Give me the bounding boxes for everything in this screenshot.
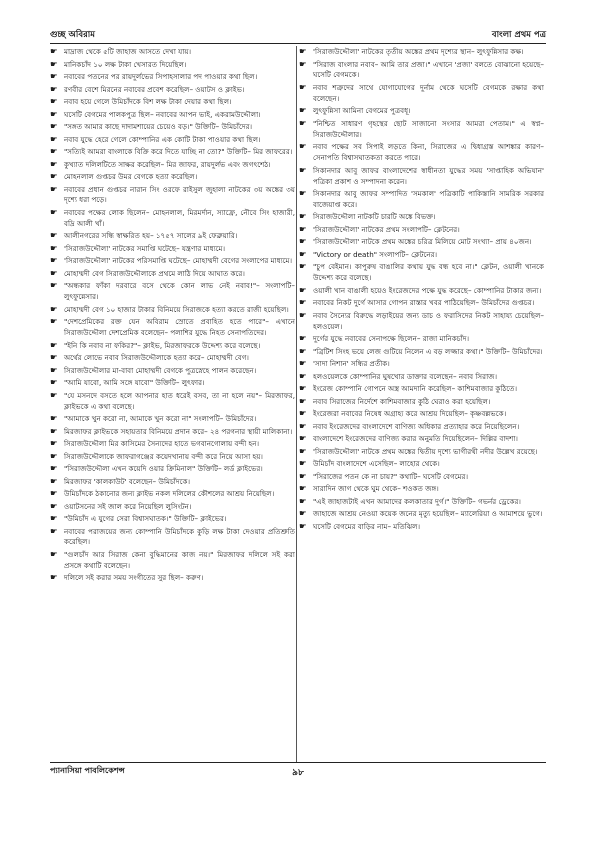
list-item-text: নবাবের পরাজয়ের জন্য কোম্পানি উমিচাঁদকে কুড়ি লক্ষ টাকা দেওয়ার প্রতিশ্রুতি করেছিল। <box>64 526 295 547</box>
list-item-text: ওয়ালী খান বাঙালী হয়েও ইংরেজদের পক্ষে যুদ্ধ করেছে– কোম্পানির টাকার জন্য। <box>313 285 542 295</box>
right-column <box>299 47 547 760</box>
pointing-hand-icon: ☛ <box>50 207 58 218</box>
pointing-hand-icon: ☛ <box>50 172 58 182</box>
list-item <box>299 47 547 60</box>
list-item-text: "সিরাজউদ্দৌলা এখন কয়েদি ওয়ার ক্রিমিনাল" উক্তিটি– লর্ড ক্লাইভের। <box>64 464 263 474</box>
list-item <box>299 372 547 385</box>
list-item-text: "এই জাহাজটাই এখন আমাদের কলকাতার দুর্গ।" উক্তিটি– গভর্নর ড্রেকের। <box>313 496 521 506</box>
list-item-text: নবাবের নিকট দুর্গে আসার গোপন রাস্তার খবর পাঠিয়েছিল– উমিচাঁদের গুপ্তচর। <box>313 298 535 308</box>
page-header <box>50 26 546 42</box>
list-item-text: নবাব ইংরেজদের বাংলাদেশে বাণিজ্য অধিকার প্রত্যাহার করে নিয়েছিলেন। <box>313 421 520 431</box>
pointing-hand-icon: ☛ <box>299 224 307 235</box>
list-item-text: সিরাজউদ্দৌলার মা-বাবা মোহাম্মদী বেগকে পুত্রস্নেহে পালন করেছেন। <box>64 365 257 375</box>
publisher-name: প্যানাসিয়া পাবলিকেশন্স <box>50 766 125 775</box>
list-item-text: ইংরেজরা নবাবের নিষেধ অগ্রাহ্য করে আশ্রয় দিয়েছিল– কৃষ্ণবল্লভকে। <box>313 409 507 419</box>
pointing-hand-icon: ☛ <box>50 353 58 364</box>
list-item <box>299 166 547 189</box>
list-item <box>299 106 547 119</box>
pointing-hand-icon: ☛ <box>50 231 58 242</box>
list-item-text: আলীনগরের সন্ধি স্বাক্ষরিত হয়– ১৭৫৭ সালের ৯ই ফেব্রুয়ারি। <box>64 231 238 241</box>
list-item-text: অর্থের লোভে নবাব সিরাজউদ্দৌলাকে হত্যা করে– মোহাম্মদী বেগ। <box>64 353 249 363</box>
pointing-hand-icon: ☛ <box>50 256 58 267</box>
list-item-text: মানিকচাঁদ ১০ লক্ষ টাকা খেসারত দিয়েছিল। <box>64 59 187 69</box>
pointing-hand-icon: ☛ <box>299 371 307 382</box>
pointing-hand-icon: ☛ <box>299 262 307 273</box>
list-item-text: কুখ্যাত দলিলটিতে সাক্ষর করেছিল– মির জাফর, রায়দুর্লভ এবং জগৎশেঠ। <box>64 159 271 169</box>
list-item-text: লুৎফুন্নিসা আমিনা বেগমের পুত্রবধূ। <box>313 106 411 116</box>
list-item-text: "সিরাজের পতন কে না চায়?" কথাটি– ঘসেটি বেগমের। <box>313 471 469 481</box>
pointing-hand-icon: ☛ <box>50 526 58 537</box>
pointing-hand-icon: ☛ <box>299 82 307 93</box>
list-item <box>50 172 298 185</box>
list-item-text: "ইনি কি নবাব না ফকির?"– ক্লাইভ, মিরজাফরকে উদ্দেশ্য করে বলেছে। <box>64 340 261 350</box>
pointing-hand-icon: ☛ <box>299 310 307 321</box>
list-item-text: "ব্রিটিশ সিংহ ভয়ে লেজ গুটিয়ে নিলেন এ বড় লজ্জার কথা।" উক্তিটি– উমিচাঁদের। <box>313 346 543 356</box>
list-item <box>50 317 298 340</box>
pointing-hand-icon: ☛ <box>299 334 307 345</box>
list-item-text: সিরাজউদ্দৌলা মির কাসিমের সৈন্যদের হাতে ভগবানগোলায় বন্দী হন। <box>64 439 260 449</box>
list-item <box>299 237 547 250</box>
header-rule <box>50 43 546 44</box>
list-item <box>299 250 547 263</box>
list-item <box>50 464 298 477</box>
list-item-text: মিরজাফর 'কালকাউট' বলেছেন– উমিচাঁদকে। <box>64 476 191 486</box>
list-item <box>299 472 547 485</box>
list-item <box>50 110 298 123</box>
list-item-text: দলিলে সই করার সময় সংগীতের সুর ছিল– করুণ। <box>64 573 204 583</box>
list-item <box>50 256 298 269</box>
list-item-text: সিরাজউদ্দৌলাকে জাফরাগঞ্জের কয়েদখানায় বন্দী করে নিয়ে আসা হয়। <box>64 451 263 461</box>
list-item-text: সিকানদার আবু জাফর বাংলাদেশের স্বাধীনতা যুদ্ধের সময় 'সাপ্তাহিক অভিযান' পত্রিকা প্রকাশ ও সম্পাদনা করেন। <box>313 165 544 186</box>
pointing-hand-icon: ☛ <box>299 509 307 520</box>
pointing-hand-icon: ☛ <box>299 446 307 457</box>
list-item-text: "উমিচাঁদ এ যুগের সেরা বিশ্বাসঘাতক।" উক্তিটি– ক্লাইভের। <box>64 514 227 524</box>
header-right-title: বাংলা প্রথম পত্র <box>491 30 546 40</box>
list-item <box>299 225 547 238</box>
list-item <box>50 353 298 366</box>
pointing-hand-icon: ☛ <box>50 134 58 145</box>
pointing-hand-icon: ☛ <box>299 285 307 296</box>
pointing-hand-icon: ☛ <box>50 489 58 500</box>
list-item-text: 'সিরাজউদ্দৌলা' নাটকে প্রথম অঙ্কের চরিত্র মিলিয়ে মোট সংখ্যা– প্রায় ৪০জন। <box>313 237 532 247</box>
list-item <box>50 573 298 586</box>
pointing-hand-icon: ☛ <box>50 268 58 279</box>
list-item <box>299 497 547 510</box>
pointing-hand-icon: ☛ <box>50 159 58 170</box>
list-item <box>50 378 298 391</box>
list-item <box>50 147 298 160</box>
list-item-text: ওয়াটসনের সই জাল করে নিয়েছিল লুসিংটন। <box>64 501 192 511</box>
pointing-hand-icon: ☛ <box>299 59 307 70</box>
list-item <box>299 447 547 460</box>
list-item-text: "আমাকে খুন করো না, আমাকে খুন করো না" সংলাপটি– উমিচাঁদের। <box>64 414 257 424</box>
pointing-hand-icon: ☛ <box>50 304 58 315</box>
pointing-hand-icon: ☛ <box>299 165 307 176</box>
pointing-hand-icon: ☛ <box>299 521 307 532</box>
list-item <box>299 409 547 422</box>
list-item <box>299 422 547 435</box>
pointing-hand-icon: ☛ <box>299 298 307 309</box>
list-item <box>299 212 547 225</box>
list-item-text: "নিশ্চিত সাধারণ গৃহস্থের ছোট সাজানো সংসার আমরা পেতাম।" এ স্বপ্ন– সিরাজউদ্দৌলার। <box>313 118 544 139</box>
list-item <box>50 97 298 110</box>
list-item <box>50 72 298 85</box>
list-item <box>299 347 547 360</box>
list-item <box>50 60 298 73</box>
pointing-hand-icon: ☛ <box>50 365 58 376</box>
page-number: ৯৮ <box>292 768 304 778</box>
list-item-text: সিকানদার আবু জাফর সম্পাদিত 'সমকাল' পত্রিকাটি পাকিস্তানি সামরিক সরকার বাজেয়াপ্ত করে। <box>313 189 544 209</box>
list-item <box>299 397 547 410</box>
pointing-hand-icon: ☛ <box>50 476 58 487</box>
list-item-text: 'সিরাজউদ্দৌলা' নাটকের পরিসমাপ্তি ঘটেছে– মোহাম্মদী বেগের সংলাপের মাধ্যমে। <box>64 256 293 266</box>
list-item <box>50 452 298 465</box>
list-item-text: উমিচাঁদকে ঠকানোর জন্য ক্লাইভ নকল দলিলের কৌশলের আশ্রয় নিয়েছিল। <box>64 489 275 499</box>
list-item <box>50 514 298 527</box>
list-item <box>50 477 298 490</box>
pointing-hand-icon: ☛ <box>299 496 307 507</box>
list-item <box>299 359 547 372</box>
pointing-hand-icon: ☛ <box>50 97 58 107</box>
pointing-hand-icon: ☛ <box>299 249 307 260</box>
list-item-text: মিরজাফর ক্লাইভকে সহায়তার বিনিময়ে প্রদান করে– ২৪ পরগনার স্থায়ী মালিকানা। <box>64 426 293 436</box>
list-item <box>299 384 547 397</box>
list-item-text: "চুপ বেইমান। কাপুরুষ বাঙালির কথায় যুদ্ধ বন্ধ হবে না।" ক্লেটন, ওয়ালী খানকে উদ্দেশ্য করে বলেছে। <box>313 262 544 283</box>
list-item-text: নবাব সিরাজের নির্দেশে কাশিমবাজার কুঠি ঘেরাও করা হয়েছিল। <box>313 396 491 406</box>
list-item <box>50 414 298 427</box>
list-item <box>50 527 298 550</box>
list-item-text: সিরাজউদ্দৌলা নাটকটি চারটি অঙ্কে বিভক্ত। <box>313 212 436 222</box>
list-item <box>50 208 298 231</box>
pointing-hand-icon: ☛ <box>299 142 307 153</box>
pointing-hand-icon: ☛ <box>50 243 58 254</box>
footer-rule <box>50 762 546 763</box>
list-item-text: নবাবের পতনের পর রায়দুর্লভের সিপাহসালার পদ পাওয়ার কথা ছিল। <box>64 72 258 81</box>
list-item <box>50 341 298 354</box>
pointing-hand-icon: ☛ <box>50 122 58 132</box>
list-item-text: "Victory or death" সংলাপটি– ক্লেটনের। <box>313 249 438 259</box>
list-item <box>50 85 298 98</box>
list-item-text: "সিরাজ বাংলার নবাব– আমি তার প্রজা।" এখানে 'প্রজা' বলতে বোঝানো হয়েছে– ঘসেটি বেগমকে। <box>313 59 544 80</box>
list-item <box>50 427 298 440</box>
pointing-hand-icon: ☛ <box>299 118 307 129</box>
pointing-hand-icon: ☛ <box>299 47 307 57</box>
list-item <box>299 298 547 311</box>
list-item <box>50 281 298 304</box>
list-item-text: 'সিরাজউদ্দৌলা' নাটকের তৃতীয় অঙ্কের প্রথম দৃশ্যের স্থান– লুৎফুন্নিসার কক্ষ। <box>313 47 524 56</box>
list-item <box>50 502 298 515</box>
list-item-text: মোহাম্মদী বেগ সিরাজউদ্দৌলাকে প্রথমে লাঠি দিয়ে আঘাত করে। <box>64 268 245 278</box>
left-column <box>50 47 298 760</box>
pointing-hand-icon: ☛ <box>50 464 58 475</box>
pointing-hand-icon: ☛ <box>50 514 58 525</box>
pointing-hand-icon: ☛ <box>50 414 58 425</box>
list-item-text: "সঙ্গত আমার কাছে দাদামশায়ের চেয়েও বড়।" উক্তিটি– উমিচাঁদের। <box>64 122 253 131</box>
list-item <box>50 391 298 414</box>
pointing-hand-icon: ☛ <box>299 409 307 420</box>
pointing-hand-icon: ☛ <box>299 237 307 248</box>
list-item <box>50 135 298 148</box>
list-item-text: মোহনলাল গুপ্তচর উমর বেগকে হত্যা করেছিল। <box>64 172 198 181</box>
pointing-hand-icon: ☛ <box>299 212 307 223</box>
list-item <box>50 160 298 173</box>
list-item-text: নবাব শত্রুদের সাথে যোগাযোগের দুর্নাম থেকে ঘসেটি বেগমকে রক্ষার কথা বলেছেন। <box>313 82 544 103</box>
list-item <box>299 484 547 497</box>
pointing-hand-icon: ☛ <box>50 549 58 560</box>
list-item-text: 'সাদা নিশান' সন্ধির প্রতীক। <box>313 359 390 369</box>
list-item <box>50 185 298 208</box>
list-item-text: ঘসেটি বেগমের বাড়ির নাম– মতিঝিল। <box>313 521 420 531</box>
list-item-text: নবাবের পক্ষের লোক ছিলেন– মোহনলাল, মিরমর্দান, স্যাফ্রে, নৌবে সিং হাজারী, বদ্রি আলী খাঁ। <box>64 207 295 228</box>
pointing-hand-icon: ☛ <box>299 359 307 370</box>
pointing-hand-icon: ☛ <box>299 346 307 357</box>
list-item-text: নবাব পক্ষের সব সিপাই লড়তে কিনা, সিরাজের এ দ্বিধাগ্রস্ত আশঙ্কার কারণ– সেনাপতি বিশ্বাসঘাতকতা করতে পারে। <box>313 142 544 163</box>
pointing-hand-icon: ☛ <box>50 317 58 328</box>
list-item-text: নবাবের প্রধান গুপ্তচর নারান সিং ওরফে রাইসুল জুহালা নাটকের ৩য় অঙ্কের ৩য় দৃশ্যে ধরা পড়ে। <box>64 184 295 205</box>
pointing-hand-icon: ☛ <box>50 184 58 195</box>
list-item <box>50 231 298 244</box>
list-item <box>299 142 547 165</box>
pointing-hand-icon: ☛ <box>299 106 307 117</box>
list-item-text: 'সিরাজউদ্দৌলা' নাটকে প্রথম অঙ্কের দ্বিতীয় দৃশ্যে ভাগীরথী নদীর উল্লেখ রয়েছে। <box>313 446 538 456</box>
pointing-hand-icon: ☛ <box>50 390 58 401</box>
list-item <box>50 439 298 452</box>
list-item-text: "সত্যিই আমরা বাংলাকে বিক্রি করে দিতে যাচ্ছি না তো?" উক্তিটি– মির জাফরের। <box>64 147 293 156</box>
list-item <box>299 262 547 285</box>
list-item <box>299 509 547 522</box>
list-item-text: "দেশপ্রেমিকের রক্ত যেন অবিরাম স্রোতে প্রবাহিত হতে পারে"– এখানে সিরাজউদ্দৌলা দেশপ্রেমিক বলেছেন– পলাশির যুদ্ধে নিহত সেনাপতিদের। <box>64 317 295 338</box>
pointing-hand-icon: ☛ <box>50 378 58 389</box>
list-item-text: মাদ্রাজ থেকে ৫টি জাহাজ আসতে দেখা যায়। <box>64 47 192 56</box>
list-item <box>299 119 547 142</box>
list-item <box>299 334 547 347</box>
list-item-text: "আমি যাবো, আমি সঙ্গে যাবো" উক্তিটি– লুৎফার। <box>64 378 205 388</box>
header-left-title: গুচ্ছ অবিরাম <box>50 30 95 40</box>
list-item-text: 'সিরাজউদ্দৌলা' নাটকের সমাপ্তি ঘটেছে– যন্ত্রণার মাধ্যমে। <box>64 243 226 253</box>
pointing-hand-icon: ☛ <box>50 426 58 437</box>
pointing-hand-icon: ☛ <box>299 421 307 432</box>
list-item-text: ইংরেজ কোম্পানি গোপনে অস্ত্র আমদানি করেছিল– কাশিমবাজার কুঠিতে। <box>313 384 518 394</box>
list-item-text: নবাব সৈন্যের বিরুদ্ধে লড়াইয়ের জন্য ডাচ ও ফরাসিদের নিকট সাহায্য চেয়েছিল– হলওয়েল। <box>313 310 544 331</box>
list-item <box>50 305 298 318</box>
pointing-hand-icon: ☛ <box>50 501 58 512</box>
pointing-hand-icon: ☛ <box>299 459 307 470</box>
list-item-text: ঘসেটি বেগমের পালকপুত্র ছিল– নবাবের আপন ভাই, একরামউদ্দৌলা। <box>64 109 261 119</box>
list-item-text: 'সিরাজউদ্দৌলা' নাটকের প্রথম সংলাপটি– ক্লেটনের। <box>313 224 460 234</box>
list-item <box>299 189 547 212</box>
pointing-hand-icon: ☛ <box>50 59 58 70</box>
list-item <box>50 550 298 573</box>
list-item <box>299 286 547 299</box>
list-item <box>299 459 547 472</box>
pointing-hand-icon: ☛ <box>50 451 58 462</box>
list-item <box>299 522 547 535</box>
list-item-text: বাংলাদেশে ইংরেজদের বাণিজ্য করার অনুমতি দিয়েছিলেন– দিল্লির বাদশা। <box>313 434 518 444</box>
list-item-text: দুর্গের যুদ্ধে নবাবের সেনাপক্ষে ছিলেন– রাজা মানিকচাঁদ। <box>313 334 470 344</box>
pointing-hand-icon: ☛ <box>299 396 307 407</box>
pointing-hand-icon: ☛ <box>50 281 58 292</box>
list-item-text: জাহাজে আশ্রয় নেওয়া কয়েক জনের মৃত্যু হয়েছিল– ম্যালেরিয়া ও আমাশয়ে ভুগে। <box>313 509 543 519</box>
list-item <box>50 366 298 379</box>
pointing-hand-icon: ☛ <box>299 471 307 482</box>
pointing-hand-icon: ☛ <box>50 84 58 95</box>
pointing-hand-icon: ☛ <box>50 109 58 120</box>
list-item-text: উমিচাঁদ বাংলাদেশে এসেছিল– লাহোর থেকে। <box>313 459 440 469</box>
list-item-text: সারাদিন জাগ থেকে ঘুম থেকে– শওকত জঙ্গ। <box>313 484 439 494</box>
page-footer <box>50 765 546 779</box>
list-item-text: "যে মসনদে বসতে হলে আপনার হাত ধরেই বসব, তা না হলে নয়"– মিরজাফর, ক্লাইভকে এ কথা বলেছে। <box>64 390 295 411</box>
pointing-hand-icon: ☛ <box>50 340 58 351</box>
pointing-hand-icon: ☛ <box>50 439 58 450</box>
list-item <box>50 269 298 282</box>
list-item-text: রণবীর বেশে মিরনের নবাবের প্রবেশ করেছিল– ওয়াটস ও ক্লাইভ। <box>64 84 245 94</box>
list-item <box>50 244 298 257</box>
pointing-hand-icon: ☛ <box>50 72 58 82</box>
list-item-text: হলওয়েলকে কোম্পানির ঘুষখোর ডাক্তার বলেছেন– নবাব সিরাজ। <box>313 371 498 381</box>
list-item <box>50 47 298 60</box>
list-item <box>299 434 547 447</box>
list-item <box>299 311 547 334</box>
pointing-hand-icon: ☛ <box>299 189 307 200</box>
list-item-text: "অন্ধকার ফাঁকা দরবারে বসে থেকে কোন লাভ নেই নবাব!"– সংলাপটি– লুৎফুন্নেসার। <box>64 281 295 302</box>
pointing-hand-icon: ☛ <box>299 384 307 395</box>
list-item <box>299 83 547 106</box>
list-item <box>50 489 298 502</box>
list-item-text: নবাব যুদ্ধে হেরে গেলে কোম্পানির এক কোটি টাকা পাওয়ার কথা ছিল। <box>64 134 261 144</box>
list-item <box>299 60 547 83</box>
pointing-hand-icon: ☛ <box>50 47 58 57</box>
list-item-text: মোহাম্মদী বেগ ১০ হাজার টাকার বিনিময়ে সিরাজকে হত্যা করতে রাজী হয়েছিল। <box>64 304 289 314</box>
list-item-text: নবাব হয়ে গেলে উমিচাঁদকে বিশ লক্ষ টাকা দেয়ার কথা ছিল। <box>64 97 232 106</box>
pointing-hand-icon: ☛ <box>299 434 307 445</box>
list-item <box>50 122 298 135</box>
list-item-text: "গুলচাঁদ আর সিরাজ কেনা বুদ্ধিমানের কাজ নয়।" মিরজাফর দলিলে সই করা প্রসঙ্গে কথাটি বলেছেন। <box>64 549 295 570</box>
pointing-hand-icon: ☛ <box>50 573 58 584</box>
pointing-hand-icon: ☛ <box>299 484 307 495</box>
pointing-hand-icon: ☛ <box>50 147 58 157</box>
